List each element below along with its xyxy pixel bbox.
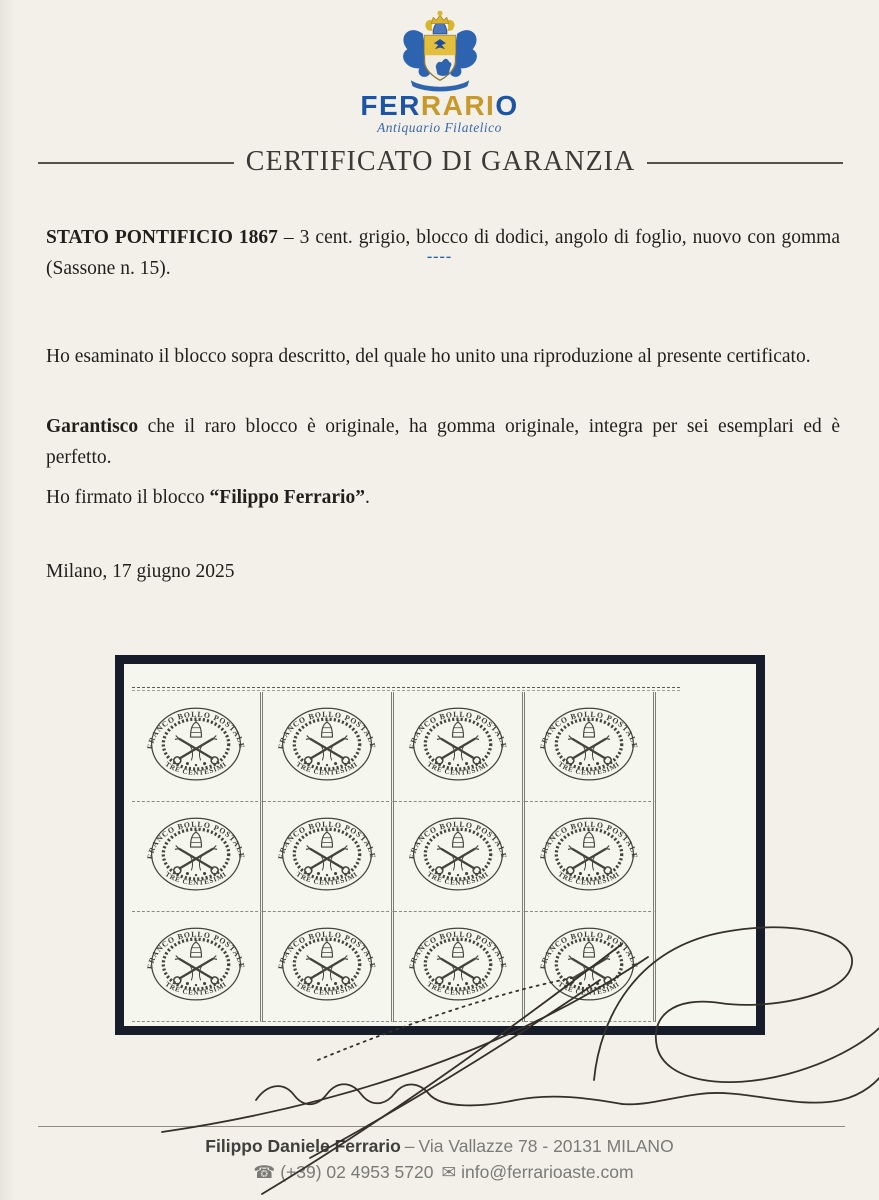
sheet-frame-line <box>132 687 680 691</box>
footer-expert-name: Filippo Daniele Ferrario <box>205 1136 401 1156</box>
stamp-bottom-text: TRE CENTESIMI <box>294 760 360 777</box>
stamp-oval-design <box>265 695 389 797</box>
footer-address: Via Vallazze 78 - 20131 MILANO <box>418 1136 674 1156</box>
stamp-oval-design <box>396 915 520 1017</box>
stamp <box>263 802 394 912</box>
stamp-bottom-text: TRE CENTESIMI <box>556 980 622 997</box>
brand-part-fer: FER <box>360 90 421 121</box>
paragraph-examined: Ho esaminato il blocco sopra descritto, del quale ho unito una riproduzione al presente certificato. <box>46 345 811 367</box>
svg-text:FRANCO BOLLO POSTALE <box>407 930 508 970</box>
stamp-top-text: FRANCO BOLLO POSTALE <box>145 709 247 750</box>
title-rule-left <box>38 162 234 164</box>
papal-keys-tiara-emblem <box>436 829 480 876</box>
stamp-block-photo <box>115 655 765 1035</box>
papal-keys-tiara-emblem <box>436 719 480 766</box>
stamp-top-text: FRANCO BOLLO POSTALE <box>276 819 378 860</box>
stamp-bottom-text: TRE CENTESIMI <box>556 760 622 777</box>
stamp-oval-design <box>396 805 520 907</box>
svg-text:FRANCO BOLLO POSTALE <box>538 930 639 970</box>
stamp <box>132 802 263 912</box>
item-description-rest: – 3 cent. grigio, blocco di dodici, angolo di foglio, nuovo con gomma (Sassone n. 15). <box>46 226 840 279</box>
papal-keys-tiara-emblem <box>174 719 218 766</box>
stamp <box>263 912 394 1022</box>
stamp-top-text: FRANCO BOLLO POSTALE <box>407 929 509 970</box>
stamp-bottom-text: TRE CENTESIMI <box>163 980 229 997</box>
stamp-bottom-text: TRE CENTESIMI <box>294 870 360 887</box>
envelope-icon: ✉ <box>441 1162 457 1182</box>
footer-phone: (+39) 02 4953 5720 <box>280 1162 434 1182</box>
stamp <box>394 912 525 1022</box>
stamp-bottom-text: TRE CENTESIMI <box>425 980 491 997</box>
stamp-top-text: FRANCO BOLLO POSTALE <box>145 819 247 860</box>
stamp-top-text: FRANCO BOLLO POSTALE <box>538 819 640 860</box>
guarantee-rest: che il raro blocco è originale, ha gomma originale, integra per sei esemplari ed è perfetto. <box>46 415 840 468</box>
stamp-top-text: FRANCO BOLLO POSTALE <box>407 709 509 750</box>
stamp-oval-design <box>134 915 258 1017</box>
papal-keys-tiara-emblem <box>305 939 349 986</box>
item-title-bold: STATO PONTIFICIO 1867 <box>46 226 278 248</box>
stamp-top-text: FRANCO BOLLO POSTALE <box>276 709 378 750</box>
stamp <box>263 692 394 802</box>
svg-text:FRANCO BOLLO POSTALE <box>407 820 508 860</box>
certificate-title: CERTIFICATO DI GARANZIA <box>245 146 636 177</box>
stamp-top-text: FRANCO BOLLO POSTALE <box>276 929 378 970</box>
papal-keys-tiara-emblem <box>305 719 349 766</box>
stamp <box>525 912 656 1022</box>
stamp-oval-design <box>527 695 651 797</box>
brand-tagline: Antiquario Filatelico <box>377 120 502 135</box>
footer-phone-email-line <box>0 1162 879 1183</box>
svg-text:FRANCO BOLLO POSTALE <box>538 820 639 860</box>
stamp-top-text: FRANCO BOLLO POSTALE <box>538 929 640 970</box>
stamp-bottom-text: TRE CENTESIMI <box>163 760 229 777</box>
brand-part-o: O <box>495 90 519 121</box>
stamp-oval-design <box>265 915 389 1017</box>
signed-post: . <box>364 486 370 508</box>
scan-edge-shade <box>0 0 16 1200</box>
brand-part-rari: RARI <box>420 90 496 121</box>
papal-keys-tiara-emblem <box>174 829 218 876</box>
svg-text:FRANCO BOLLO POSTALE <box>276 710 377 750</box>
stamp-oval-design <box>527 805 651 907</box>
papal-keys-tiara-emblem <box>436 939 480 986</box>
stamp-bottom-text: TRE CENTESIMI <box>294 980 360 997</box>
guarantee-bold: Garantisco <box>46 415 139 437</box>
svg-text:FRANCO BOLLO POSTALE <box>145 930 246 970</box>
stamp-top-text: FRANCO BOLLO POSTALE <box>407 819 509 860</box>
signed-name-bold: “Filippo Ferrario” <box>209 486 365 508</box>
stamp <box>394 692 525 802</box>
stamp-bottom-text: TRE CENTESIMI <box>163 870 229 887</box>
svg-text:FRANCO BOLLO POSTALE <box>538 710 639 750</box>
footer-divider <box>38 1126 845 1127</box>
footer-email: info@ferrarioaste.com <box>461 1162 634 1182</box>
paragraph-guarantee <box>46 411 840 474</box>
stamp <box>394 802 525 912</box>
svg-text:FRANCO BOLLO POSTALE <box>407 710 508 750</box>
stamp <box>525 802 656 912</box>
stamp-oval-design <box>396 695 520 797</box>
papal-keys-tiara-emblem <box>567 829 611 876</box>
stamp-bottom-text: TRE CENTESIMI <box>425 870 491 887</box>
stamp-top-text: FRANCO BOLLO POSTALE <box>538 709 640 750</box>
dateline: Milano, 17 giugno 2025 <box>46 560 235 582</box>
stamp-oval-design <box>265 805 389 907</box>
paragraph-signed <box>46 482 840 514</box>
title-rule-right <box>647 162 843 164</box>
stamp-bottom-text: TRE CENTESIMI <box>425 760 491 777</box>
brand-wordmark <box>0 90 879 122</box>
stamp <box>525 692 656 802</box>
stamp-oval-design <box>134 805 258 907</box>
papal-keys-tiara-emblem <box>567 939 611 986</box>
certificate-title-row <box>38 146 843 178</box>
papal-keys-tiara-emblem <box>305 829 349 876</box>
stamp-bottom-text: TRE CENTESIMI <box>556 870 622 887</box>
svg-text:FRANCO BOLLO POSTALE <box>276 930 377 970</box>
stamp-grid <box>132 692 656 1022</box>
footer-contact-line <box>0 1136 879 1157</box>
stamp-top-text: FRANCO BOLLO POSTALE <box>145 929 247 970</box>
papal-keys-tiara-emblem <box>567 719 611 766</box>
signed-pre: Ho firmato il blocco <box>46 486 210 508</box>
stamp <box>132 912 263 1022</box>
footer-separator: – <box>404 1136 415 1156</box>
svg-text:FRANCO BOLLO POSTALE <box>145 820 246 860</box>
stamp-oval-design <box>134 695 258 797</box>
svg-text:FRANCO BOLLO POSTALE <box>145 710 246 750</box>
phone-icon: ☎ <box>253 1162 276 1182</box>
stamp-oval-design <box>527 915 651 1017</box>
svg-text:FRANCO BOLLO POSTALE <box>276 820 377 860</box>
stamp <box>132 692 263 802</box>
papal-keys-tiara-emblem <box>174 939 218 986</box>
ferrario-crest-icon <box>388 8 492 94</box>
blue-dashes-divider: ---- <box>426 248 453 265</box>
